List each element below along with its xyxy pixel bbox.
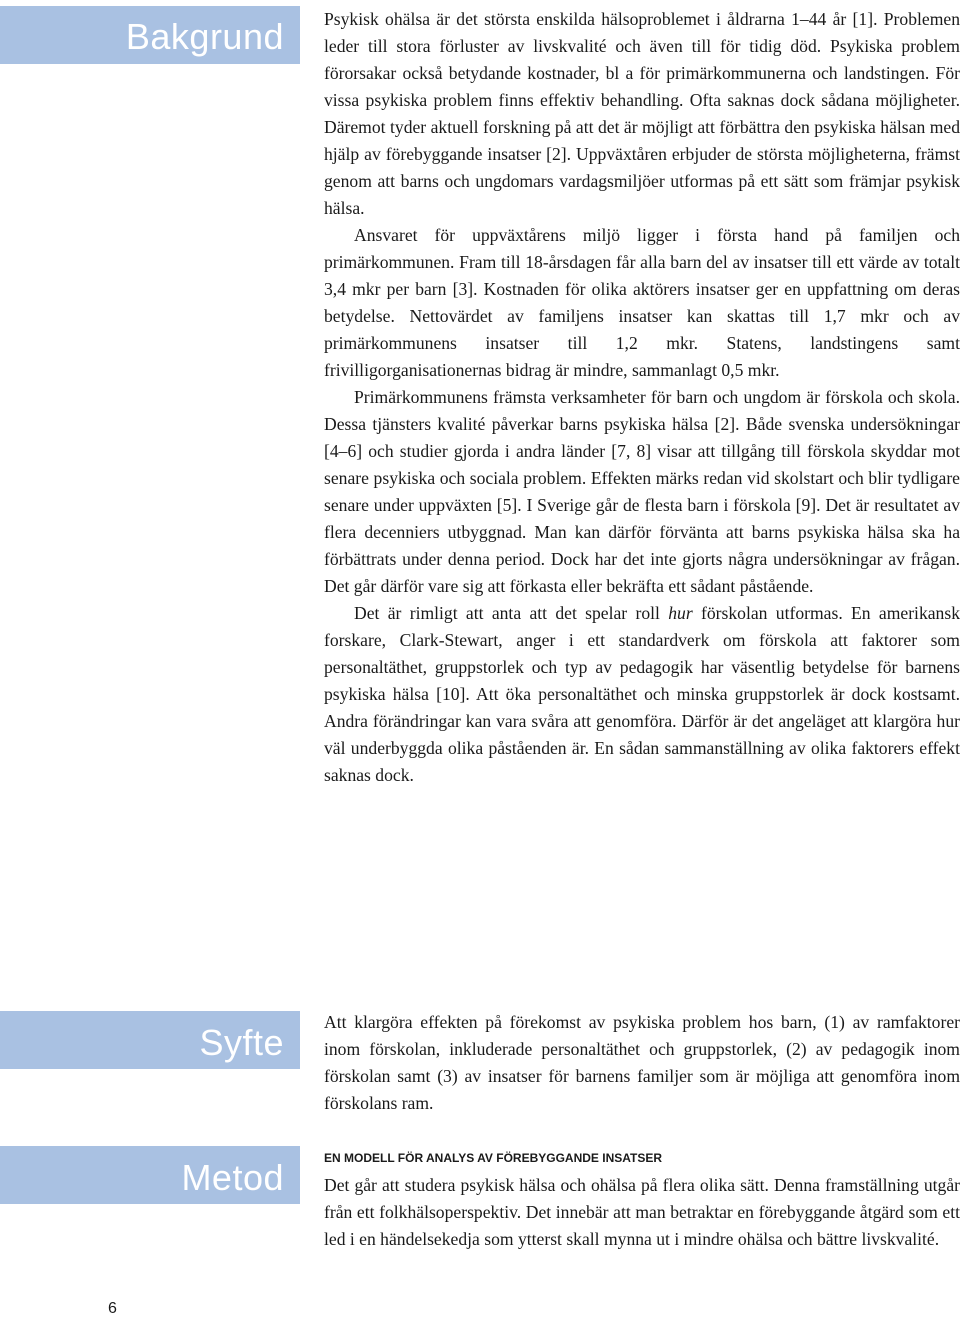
paragraph-text: Det är rimligt att anta att det spelar roll [354,603,669,623]
syfte-section [324,1009,960,1117]
paragraph: Psykisk ohälsa är det största enskilda hälsoproblemet i åldrarna 1–44 år [1]. Problemen leder till stora förluster av livskvalité och även till för tidig död. Psykiska problem förorsakar också betydande kostnader, bl a för primärkommunerna och landstingen. För vissa psykiska problem finns effektiv behandling. Ofta saknas dock sådana möjligheter. Däremot tyder aktuell forskning på att det är möjligt att förbättra den psykiska hälsan med hjälp av förebyggande insatser [2]. Uppväxtåren erbjuder de största möjligheterna, främst genom att barns och ungdomars vardagsmiljöer utformas på ett sätt som främjar psykisk hälsa. [324,9,960,218]
paragraph: Det går att studera psykisk hälsa och ohälsa på flera olika sätt. Denna framställning utgår från ett folkhälsoperspektiv. Det innebär att man betraktar en förebyggande åtgärd som ett led i en händelsekedja som ytterst skall mynna ut i mindre ohälsa och bättre livskvalité. [324,1175,960,1249]
paragraph-text: förskolan utformas. En amerikansk forskare, Clark-Stewart, anger i ett standardverk om förskola att faktorer som personaltäthet, gruppstorlek och typ av pedagogik har väsentlig betydelse för barnens psykiska hälsa [10]. Att öka personaltäthet och minska gruppstorlek är dock kostsamt. Andra förändringar kan vara svåra att genomföra. Därför är det angeläget att klargöra hur väl underbyggda olika påståenden är. En sådan sammanställning av olika faktorers effekt saknas dock. [324,603,960,785]
bakgrund-section [324,6,960,789]
paragraph [324,600,960,789]
section-label-text: Syfte [199,1022,284,1063]
paragraph: Att klargöra effekten på förekomst av psykiska problem hos barn, (1) av ramfaktorer inom förskolan, inkluderade personaltäthet och gruppstorlek, (2) av pedagogik inom förskolan samt (3) av insatser för barnens familjer som är möjliga att genomföra inom förskolans ram. [324,1012,960,1113]
paragraph: Primärkommunens främsta verksamheter för barn och ungdom är förskola och skola. Dessa tjänsters kvalité påverkar barns psykiska hälsa [2]. Både svenska undersökningar [4–6] och studier gjorda i andra länder [7, 8] visar att tillgång till förskola skyddar mot senare psykiska och sociala problem. Effekten märks redan vid skolstart och blir tydligare senare under uppväxten [5]. I Sverige går de flesta barn i förskola [9]. Det är resultatet av flera decenniers utbyggnad. Man kan därför förvänta att barns psykiska hälsa ska ha förbättrats under denna period. Dock har det inte gjorts några undersökningar av frågan. Det går därför vare sig att förkasta eller bekräfta ett sådant påstående. [324,387,960,596]
section-label-text: Metod [181,1157,284,1198]
page-number: 6 [108,1300,117,1317]
subheading: EN MODELL FÖR ANALYS AV FÖREBYGGANDE INSATSER [324,1151,663,1165]
emphasis-text: hur [668,603,693,623]
section-label-syfte [0,1011,300,1069]
section-label-text: Bakgrund [125,16,284,57]
metod-section [324,1148,960,1253]
section-label-bakgrund [0,6,300,64]
section-label-metod [0,1146,300,1204]
paragraph: Ansvaret för uppväxtårens miljö ligger i första hand på familjen och primärkommunen. Fram till 18-årsdagen får alla barn del av insatser till ett värde av totalt 3,4 mkr per barn [3]. Kostnaden för olika aktörers insatser ger en uppfattning om deras betydelse. Nettovärdet av familjens insatser kan skattas till 1,7 mkr och av primärkommunens insatser till 1,2 mkr. Statens, landstingens samt frivilligorganisationernas bidrag är mindre, sammanlagt 0,5 mkr. [324,225,960,380]
